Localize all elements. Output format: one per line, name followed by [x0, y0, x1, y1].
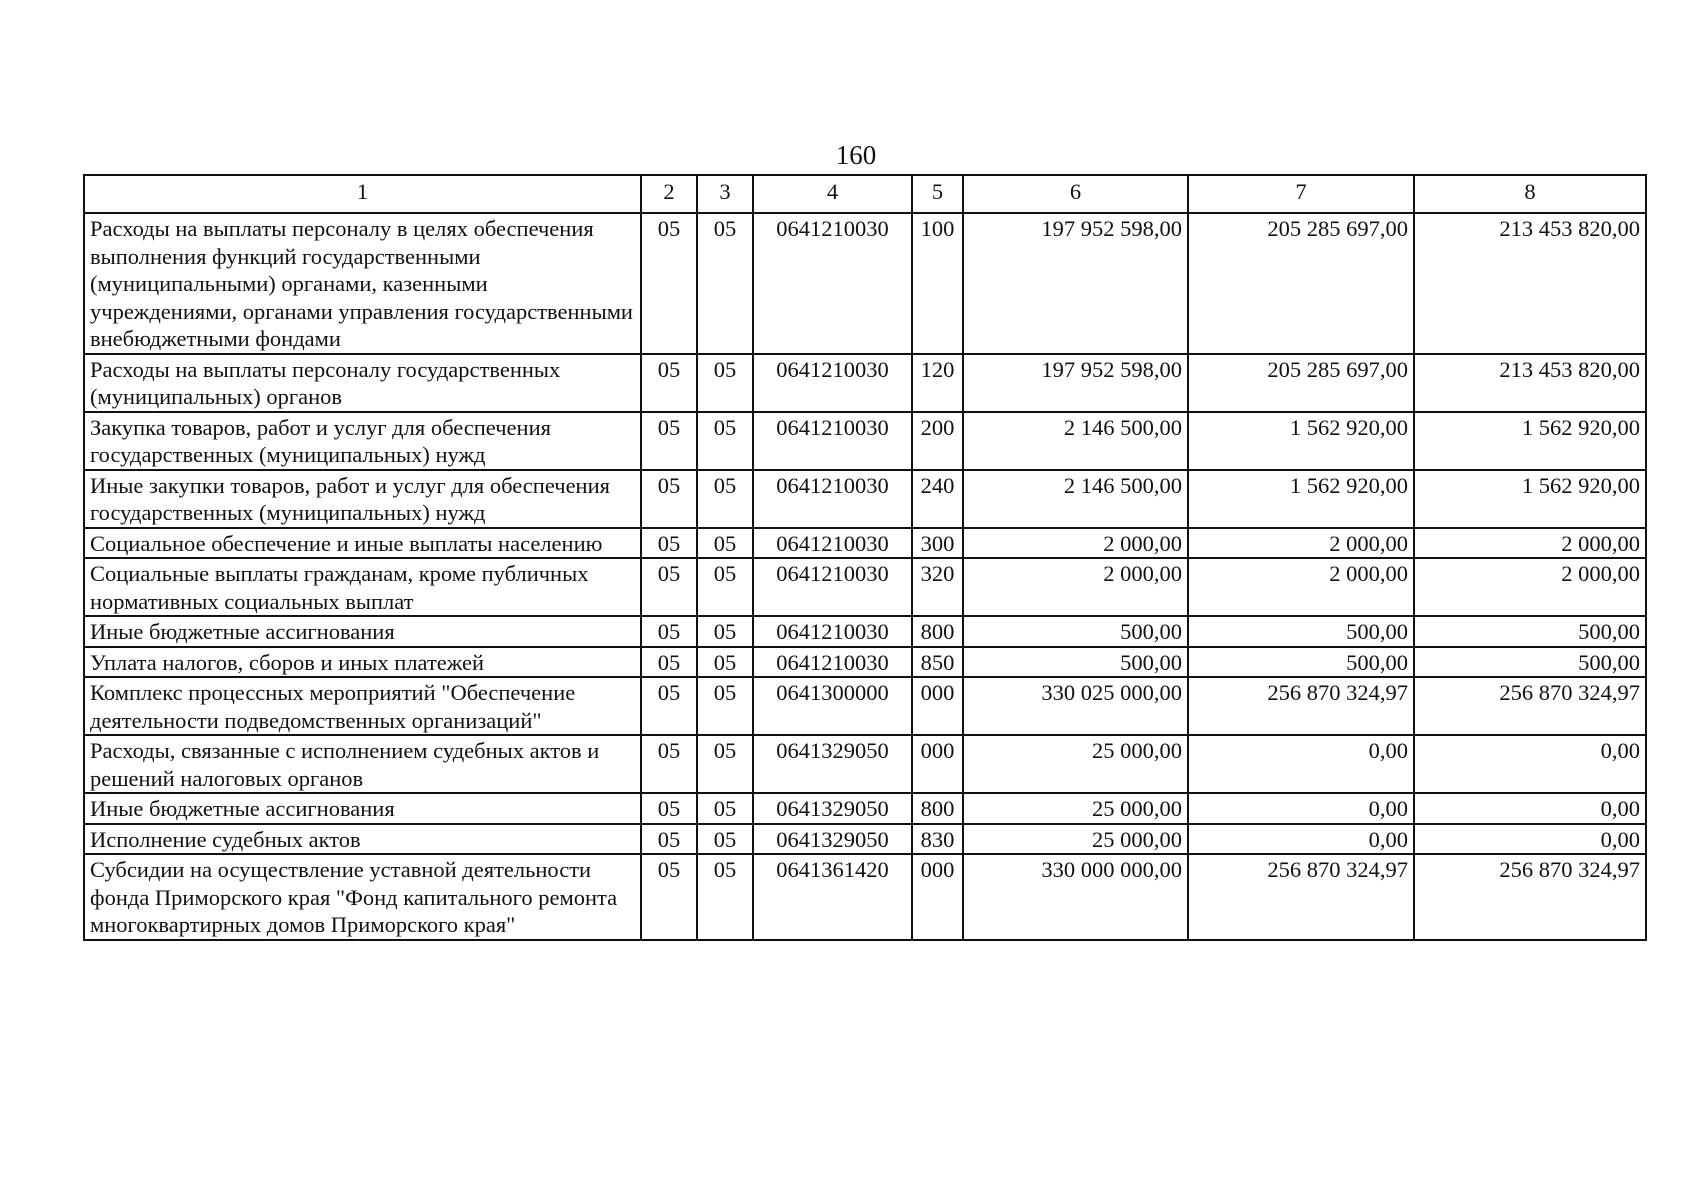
table-row	[84, 735, 1646, 793]
target-article-cell: 0641210030	[753, 213, 912, 354]
amount-cell: 500,00	[1414, 647, 1646, 678]
section-code-cell: 05	[641, 528, 697, 559]
amount-cell: 500,00	[963, 616, 1188, 647]
subsection-code-cell: 05	[697, 854, 753, 940]
section-code-cell: 05	[641, 213, 697, 354]
amount-cell: 256 870 324,97	[1414, 677, 1646, 735]
target-article-cell: 0641329050	[753, 824, 912, 855]
expense-type-cell: 320	[912, 558, 963, 616]
amount-cell: 330 000 000,00	[963, 854, 1188, 940]
section-code-cell: 05	[641, 616, 697, 647]
table-row	[84, 793, 1646, 824]
subsection-code-cell: 05	[697, 558, 753, 616]
amount-cell: 0,00	[1414, 735, 1646, 793]
table-row	[84, 558, 1646, 616]
row-name-cell: Уплата налогов, сборов и иных платежей	[84, 647, 641, 678]
amount-cell: 197 952 598,00	[963, 213, 1188, 354]
row-name-cell: Иные бюджетные ассигнования	[84, 793, 641, 824]
amount-cell: 2 000,00	[1414, 558, 1646, 616]
column-header: 4	[753, 175, 912, 213]
amount-cell: 213 453 820,00	[1414, 213, 1646, 354]
target-article-cell: 0641329050	[753, 793, 912, 824]
amount-cell: 1 562 920,00	[1188, 412, 1414, 470]
row-name-cell: Иные бюджетные ассигнования	[84, 616, 641, 647]
table-row	[84, 824, 1646, 855]
subsection-code-cell: 05	[697, 677, 753, 735]
page-number: 160	[835, 140, 877, 170]
amount-cell: 2 146 500,00	[963, 470, 1188, 528]
subsection-code-cell: 05	[697, 412, 753, 470]
amount-cell: 25 000,00	[963, 824, 1188, 855]
column-header: 5	[912, 175, 963, 213]
subsection-code-cell: 05	[697, 824, 753, 855]
amount-cell: 500,00	[1188, 647, 1414, 678]
column-header: 2	[641, 175, 697, 213]
target-article-cell: 0641210030	[753, 470, 912, 528]
amount-cell: 1 562 920,00	[1414, 470, 1646, 528]
subsection-code-cell: 05	[697, 793, 753, 824]
subsection-code-cell: 05	[697, 647, 753, 678]
amount-cell: 0,00	[1414, 793, 1646, 824]
expense-type-cell: 200	[912, 412, 963, 470]
amount-cell: 2 000,00	[963, 558, 1188, 616]
section-code-cell: 05	[641, 558, 697, 616]
amount-cell: 500,00	[963, 647, 1188, 678]
amount-cell: 500,00	[1188, 616, 1414, 647]
table-row	[84, 677, 1646, 735]
section-code-cell: 05	[641, 824, 697, 855]
subsection-code-cell: 05	[697, 470, 753, 528]
row-name-cell: Комплекс процессных мероприятий "Обеспечение деятельности подведомственных организаций"	[84, 677, 641, 735]
section-code-cell: 05	[641, 793, 697, 824]
expense-type-cell: 240	[912, 470, 963, 528]
subsection-code-cell: 05	[697, 354, 753, 412]
table-row	[84, 616, 1646, 647]
amount-cell: 205 285 697,00	[1188, 354, 1414, 412]
target-article-cell: 0641210030	[753, 616, 912, 647]
amount-cell: 197 952 598,00	[963, 354, 1188, 412]
amount-cell: 1 562 920,00	[1188, 470, 1414, 528]
table-row	[84, 412, 1646, 470]
expense-type-cell: 120	[912, 354, 963, 412]
amount-cell: 2 000,00	[1414, 528, 1646, 559]
row-name-cell: Закупка товаров, работ и услуг для обеспечения государственных (муниципальных) нужд	[84, 412, 641, 470]
amount-cell: 0,00	[1188, 735, 1414, 793]
target-article-cell: 0641210030	[753, 412, 912, 470]
table-body	[84, 213, 1646, 940]
amount-cell: 256 870 324,97	[1188, 677, 1414, 735]
amount-cell: 256 870 324,97	[1188, 854, 1414, 940]
table-row	[84, 354, 1646, 412]
amount-cell: 2 000,00	[1188, 528, 1414, 559]
section-code-cell: 05	[641, 677, 697, 735]
budget-table	[83, 174, 1647, 941]
table-row	[84, 647, 1646, 678]
target-article-cell: 0641361420	[753, 854, 912, 940]
subsection-code-cell: 05	[697, 616, 753, 647]
subsection-code-cell: 05	[697, 528, 753, 559]
table-row	[84, 213, 1646, 354]
amount-cell: 0,00	[1188, 793, 1414, 824]
header-row	[84, 175, 1646, 213]
amount-cell: 0,00	[1188, 824, 1414, 855]
target-article-cell: 0641300000	[753, 677, 912, 735]
expense-type-cell: 000	[912, 854, 963, 940]
expense-type-cell: 800	[912, 793, 963, 824]
amount-cell: 1 562 920,00	[1414, 412, 1646, 470]
amount-cell: 500,00	[1414, 616, 1646, 647]
table-row	[84, 470, 1646, 528]
amount-cell: 2 000,00	[963, 528, 1188, 559]
target-article-cell: 0641210030	[753, 354, 912, 412]
column-header: 1	[84, 175, 641, 213]
amount-cell: 0,00	[1414, 824, 1646, 855]
section-code-cell: 05	[641, 647, 697, 678]
column-header: 7	[1188, 175, 1414, 213]
section-code-cell: 05	[641, 854, 697, 940]
amount-cell: 25 000,00	[963, 735, 1188, 793]
row-name-cell: Исполнение судебных актов	[84, 824, 641, 855]
row-name-cell: Иные закупки товаров, работ и услуг для обеспечения государственных (муниципальных) нужд	[84, 470, 641, 528]
table-row	[84, 854, 1646, 940]
expense-type-cell: 000	[912, 677, 963, 735]
row-name-cell: Расходы на выплаты персоналу в целях обеспечения выполнения функций государственными (муниципальными) органами, казенными учреждениями, органами управления государственными внебюджетными фондами	[84, 213, 641, 354]
subsection-code-cell: 05	[697, 735, 753, 793]
column-header: 8	[1414, 175, 1646, 213]
column-header: 3	[697, 175, 753, 213]
amount-cell: 256 870 324,97	[1414, 854, 1646, 940]
amount-cell: 330 025 000,00	[963, 677, 1188, 735]
amount-cell: 2 146 500,00	[963, 412, 1188, 470]
row-name-cell: Социальное обеспечение и иные выплаты населению	[84, 528, 641, 559]
table-row	[84, 528, 1646, 559]
target-article-cell: 0641210030	[753, 558, 912, 616]
column-header: 6	[963, 175, 1188, 213]
target-article-cell: 0641210030	[753, 647, 912, 678]
row-name-cell: Субсидии на осуществление уставной деятельности фонда Приморского края "Фонд капитального ремонта многоквартирных домов Приморского края"	[84, 854, 641, 940]
expense-type-cell: 000	[912, 735, 963, 793]
target-article-cell: 0641329050	[753, 735, 912, 793]
section-code-cell: 05	[641, 470, 697, 528]
section-code-cell: 05	[641, 412, 697, 470]
row-name-cell: Социальные выплаты гражданам, кроме публичных нормативных социальных выплат	[84, 558, 641, 616]
expense-type-cell: 800	[912, 616, 963, 647]
row-name-cell: Расходы на выплаты персоналу государственных (муниципальных) органов	[84, 354, 641, 412]
expense-type-cell: 830	[912, 824, 963, 855]
expense-type-cell: 850	[912, 647, 963, 678]
expense-type-cell: 300	[912, 528, 963, 559]
target-article-cell: 0641210030	[753, 528, 912, 559]
amount-cell: 213 453 820,00	[1414, 354, 1646, 412]
amount-cell: 25 000,00	[963, 793, 1188, 824]
subsection-code-cell: 05	[697, 213, 753, 354]
amount-cell: 2 000,00	[1188, 558, 1414, 616]
section-code-cell: 05	[641, 354, 697, 412]
section-code-cell: 05	[641, 735, 697, 793]
amount-cell: 205 285 697,00	[1188, 213, 1414, 354]
expense-type-cell: 100	[912, 213, 963, 354]
row-name-cell: Расходы, связанные с исполнением судебных актов и решений налоговых органов	[84, 735, 641, 793]
